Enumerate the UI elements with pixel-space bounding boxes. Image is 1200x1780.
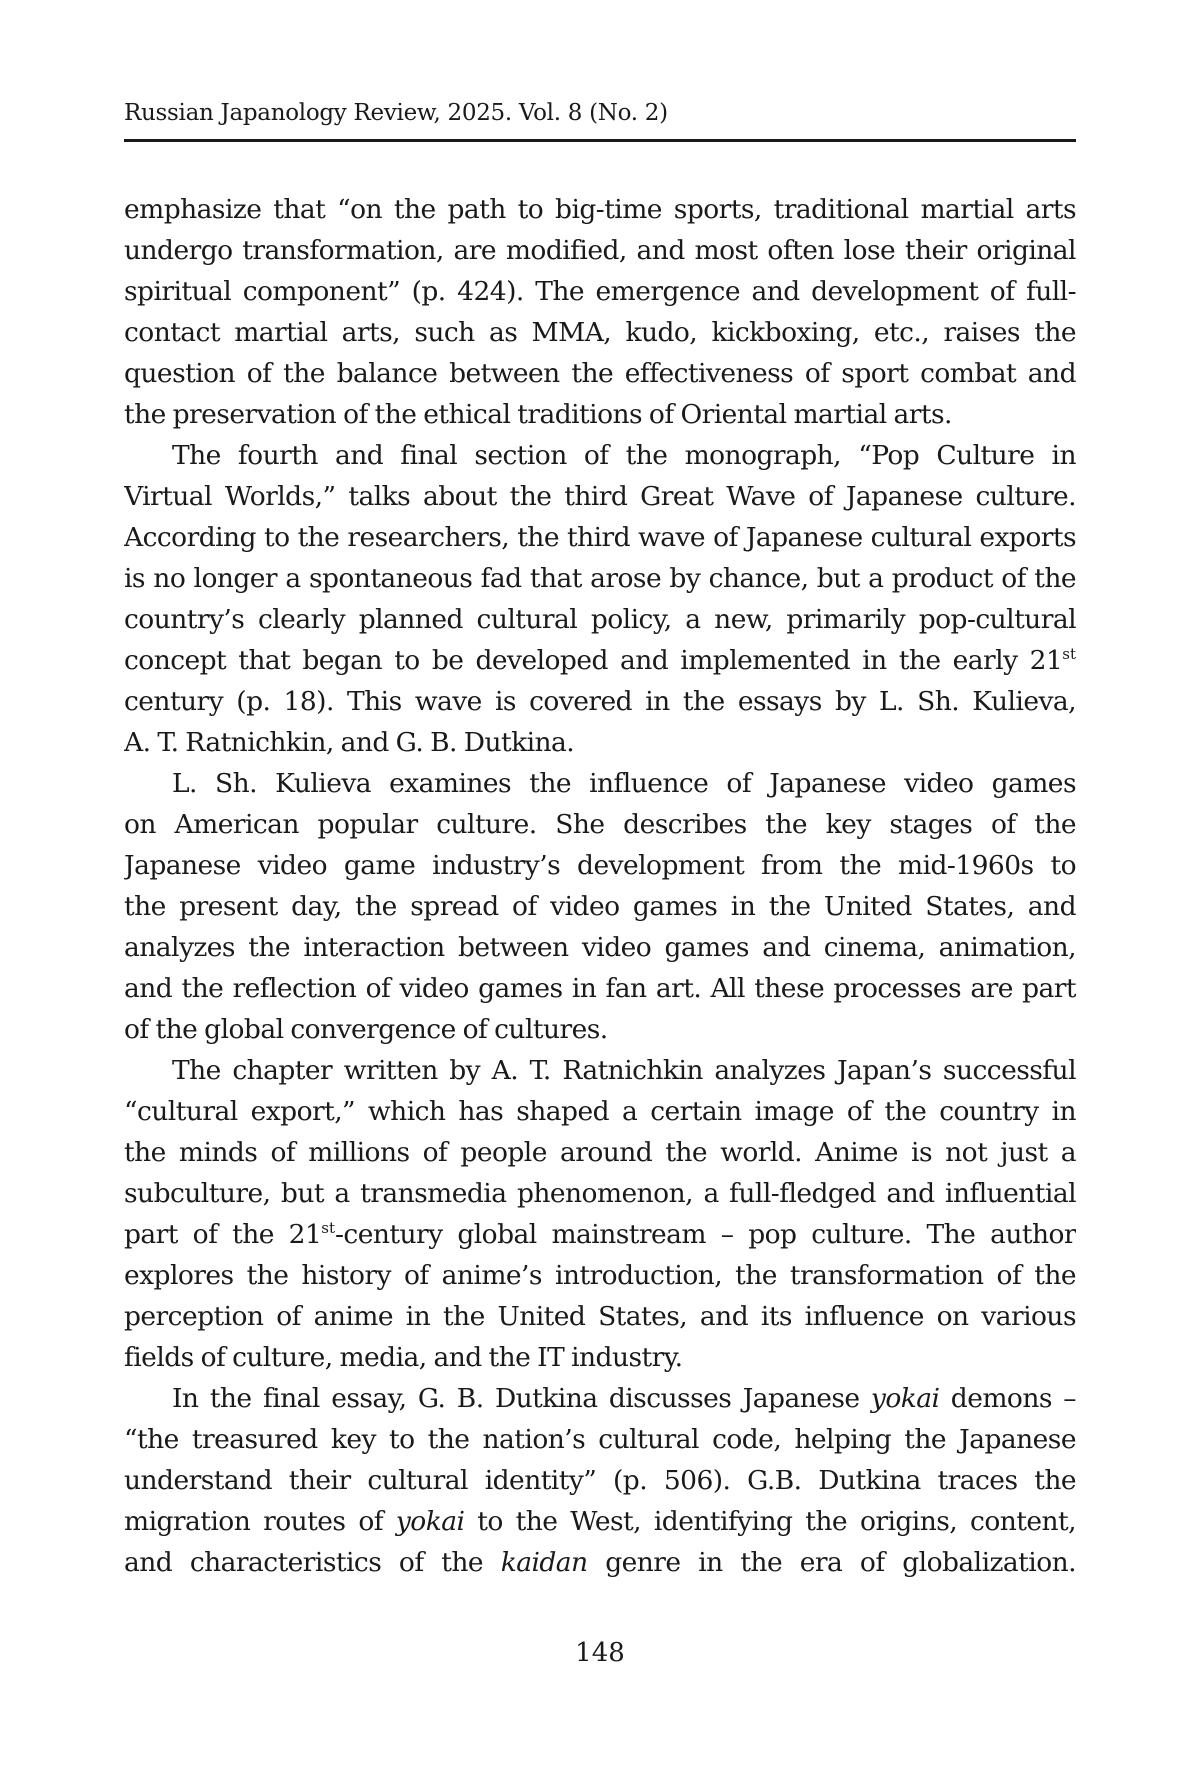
text-line: and the reflection of video games in fan art. All these processes are part	[124, 973, 1076, 1004]
running-header: Russian Japanology Review, 2025. Vol. 8 (No. 2)	[124, 100, 668, 126]
italic-term: kaidan	[500, 1547, 588, 1578]
superscript: st	[321, 1219, 336, 1237]
text-segment: genre in the era of globalization.	[587, 1547, 1076, 1578]
italic-term: yokai	[870, 1383, 940, 1414]
paragraph	[124, 189, 1076, 435]
text-line: “the treasured key to the nation’s cultural code, helping the Japanese	[124, 1424, 1076, 1455]
paragraph	[124, 1378, 1076, 1583]
text-line: Virtual Worlds,” talks about the third Great Wave of Japanese culture.	[124, 481, 1076, 512]
text-line	[124, 1378, 1076, 1419]
text-segment: and characteristics of the	[124, 1547, 501, 1578]
text-segment: to the West, identifying the origins, content,	[464, 1506, 1076, 1537]
superscript: st	[1062, 645, 1076, 663]
text-segment: migration routes of	[124, 1506, 396, 1537]
text-line: spiritual component” (p. 424). The emergence and development of full-	[124, 276, 1076, 307]
text-line: A. T. Ratnichkin, and G. B. Dutkina.	[124, 727, 575, 758]
header-rule	[124, 139, 1076, 142]
text-line: the minds of millions of people around the world. Anime is not just a	[124, 1137, 1076, 1168]
text-segment: part of the 21	[124, 1219, 322, 1250]
text-line: analyzes the interaction between video games and cinema, animation,	[124, 932, 1076, 963]
text-segment: demons –	[939, 1383, 1076, 1414]
page-number: 148	[575, 1638, 625, 1668]
text-line: fields of culture, media, and the IT industry.	[124, 1342, 683, 1373]
text-line: The fourth and final section of the monograph, “Pop Culture in	[172, 440, 1076, 471]
text-segment: -century global mainstream – pop culture. The author	[335, 1219, 1076, 1250]
text-line: the preservation of the ethical traditions of Oriental martial arts.	[124, 399, 952, 430]
text-line: According to the researchers, the third wave of Japanese cultural exports	[124, 522, 1076, 553]
text-line: century (p. 18). This wave is covered in the essays by L. Sh. Kulieva,	[124, 686, 1076, 717]
paragraph	[124, 435, 1076, 763]
text-line: The chapter written by A. T. Ratnichkin analyzes Japan’s successful	[172, 1055, 1076, 1086]
text-segment: concept that began to be developed and implemented in the early 21	[124, 645, 1063, 676]
text-line: Japanese video game industry’s development from the mid-1960s to	[124, 850, 1076, 881]
text-line: of the global convergence of cultures.	[124, 1014, 608, 1045]
text-line: understand their cultural identity” (p. 506). G.B. Dutkina traces the	[124, 1465, 1076, 1496]
text-line	[124, 1501, 1076, 1542]
italic-term: yokai	[395, 1506, 465, 1537]
text-line: contact martial arts, such as MMA, kudo, kickboxing, etc., raises the	[124, 317, 1076, 348]
paragraph	[124, 763, 1076, 1050]
text-line: on American popular culture. She describes the key stages of the	[124, 809, 1076, 840]
text-line: “cultural export,” which has shaped a certain image of the country in	[124, 1096, 1076, 1127]
text-line: subculture, but a transmedia phenomenon, a full-fledged and influential	[124, 1178, 1076, 1209]
text-line: L. Sh. Kulieva examines the influence of Japanese video games	[172, 768, 1076, 799]
text-line	[124, 1542, 1076, 1583]
text-line: country’s clearly planned cultural policy, a new, primarily pop-cultural	[124, 604, 1076, 635]
text-line: the present day, the spread of video games in the United States, and	[124, 891, 1076, 922]
text-line	[124, 640, 1076, 681]
text-line: emphasize that “on the path to big-time sports, traditional martial arts	[124, 194, 1076, 225]
text-line: undergo transformation, are modified, and most often lose their original	[124, 235, 1076, 266]
text-segment: In the final essay, G. B. Dutkina discusses Japanese	[172, 1383, 871, 1414]
text-line: perception of anime in the United States, and its influence on various	[124, 1301, 1076, 1332]
paragraph	[124, 1050, 1076, 1378]
text-line: is no longer a spontaneous fad that arose by chance, but a product of the	[124, 563, 1076, 594]
text-line: explores the history of anime’s introduction, the transformation of the	[124, 1260, 1076, 1291]
article-body	[124, 189, 1076, 1583]
text-line	[124, 1214, 1076, 1255]
text-line: question of the balance between the effectiveness of sport combat and	[124, 358, 1076, 389]
